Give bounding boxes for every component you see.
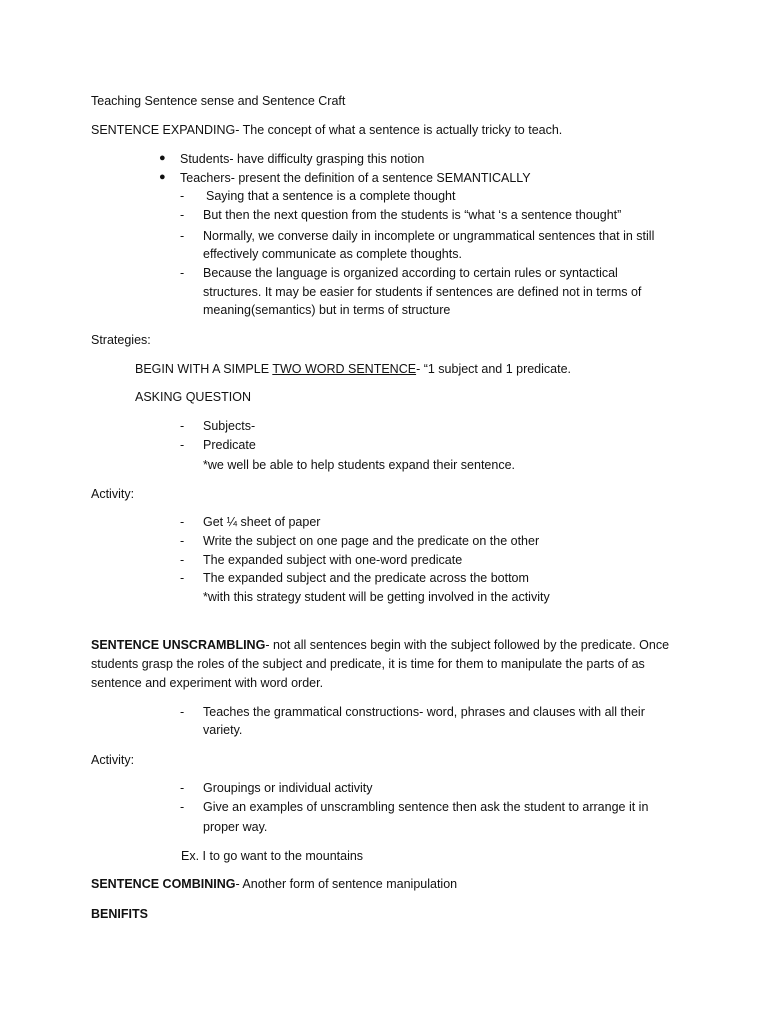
dash-marker: -: [180, 705, 185, 719]
bullet-item: Teachers- present the definition of a sentence SEMANTICALLY: [180, 171, 531, 185]
strategies-label: Strategies:: [91, 333, 151, 347]
list-item: Give an examples of unscrambling sentence then ask the student to arrange it in: [203, 800, 649, 814]
list-item-continuation: structures. It may be easier for students if sentences are defined not in terms of: [203, 285, 642, 299]
unscrambling-text-line: sentence and experiment with word order.: [91, 676, 324, 690]
expanding-heading: SENTENCE EXPANDING: [91, 123, 236, 137]
list-item: The expanded subject and the predicate across the bottom: [203, 571, 529, 585]
list-item: The expanded subject with one-word predicate: [203, 553, 463, 567]
dash-marker: -: [180, 781, 185, 795]
expanding-text: - The concept of what a sentence is actually tricky to teach.: [235, 123, 563, 137]
list-item-continuation: meaning(semantics) but in terms of structure: [203, 303, 451, 317]
combining-text: - Another form of sentence manipulation: [235, 877, 458, 891]
dash-marker: -: [180, 438, 185, 452]
strategy-note: *we well be able to help students expand their sentence.: [203, 458, 516, 472]
bullet-icon: ●: [159, 171, 166, 183]
list-item: But then the next question from the students is “what ‘s a sentence thought”: [203, 208, 622, 222]
bullet-item: Students- have difficulty grasping this notion: [180, 152, 425, 166]
document-title: Teaching Sentence sense and Sentence Craft: [91, 94, 346, 108]
dash-marker: -: [180, 800, 185, 814]
list-item-continuation: variety.: [203, 723, 243, 737]
combining-heading: SENTENCE COMBINING: [91, 877, 236, 891]
list-item: Normally, we converse daily in incomplete or ungrammatical sentences that in still: [203, 229, 655, 243]
unscrambling-paragraph: [91, 637, 669, 653]
dash-marker: -: [180, 208, 185, 222]
strategy-asking: ASKING QUESTION: [135, 390, 251, 404]
list-item: Predicate: [203, 438, 256, 452]
dash-marker: -: [180, 229, 185, 243]
list-item: Groupings or individual activity: [203, 781, 373, 795]
expanding-paragraph: [91, 122, 562, 138]
activity-label: Activity:: [91, 487, 135, 501]
unscrambling-text-line: students grasp the roles of the subject and predicate, it is time for them to manipulate the parts of as: [91, 657, 645, 671]
list-item: Write the subject on one page and the predicate on the other: [203, 534, 540, 548]
activity-note: *with this strategy student will be getting involved in the activity: [203, 590, 550, 604]
strategy-begin-underlined: TWO WORD SENTENCE: [272, 362, 417, 376]
strategy-begin: [135, 361, 571, 377]
unscrambling-text: - not all sentences begin with the subject followed by the predicate. Once: [265, 638, 670, 652]
strategy-begin-suffix: - “1 subject and 1 predicate.: [416, 362, 572, 376]
dash-marker: -: [180, 515, 185, 529]
list-item: Get ¼ sheet of paper: [203, 515, 321, 529]
list-item: Subjects-: [203, 419, 256, 433]
dash-marker: -: [180, 189, 185, 203]
dash-marker: -: [180, 553, 185, 567]
list-item-continuation: proper way.: [203, 820, 268, 834]
dash-marker: -: [180, 419, 185, 433]
list-item: Because the language is organized according to certain rules or syntactical: [203, 266, 618, 280]
dash-marker: -: [180, 534, 185, 548]
list-item-continuation: effectively communicate as complete thoughts.: [203, 247, 462, 261]
dash-marker: -: [180, 571, 185, 585]
example-line: Ex. I to go want to the mountains: [181, 849, 364, 863]
strategy-begin-prefix: BEGIN WITH A SIMPLE: [135, 362, 273, 376]
unscrambling-heading: SENTENCE UNSCRAMBLING: [91, 638, 266, 652]
dash-marker: -: [180, 266, 185, 280]
list-item: Saying that a sentence is a complete thought: [206, 189, 456, 203]
benefits-heading: BENIFITS: [91, 907, 148, 921]
list-item: Teaches the grammatical constructions- word, phrases and clauses with all their: [203, 705, 645, 719]
bullet-icon: ●: [159, 152, 166, 164]
combining-paragraph: [91, 876, 457, 892]
activity-label: Activity:: [91, 753, 135, 767]
